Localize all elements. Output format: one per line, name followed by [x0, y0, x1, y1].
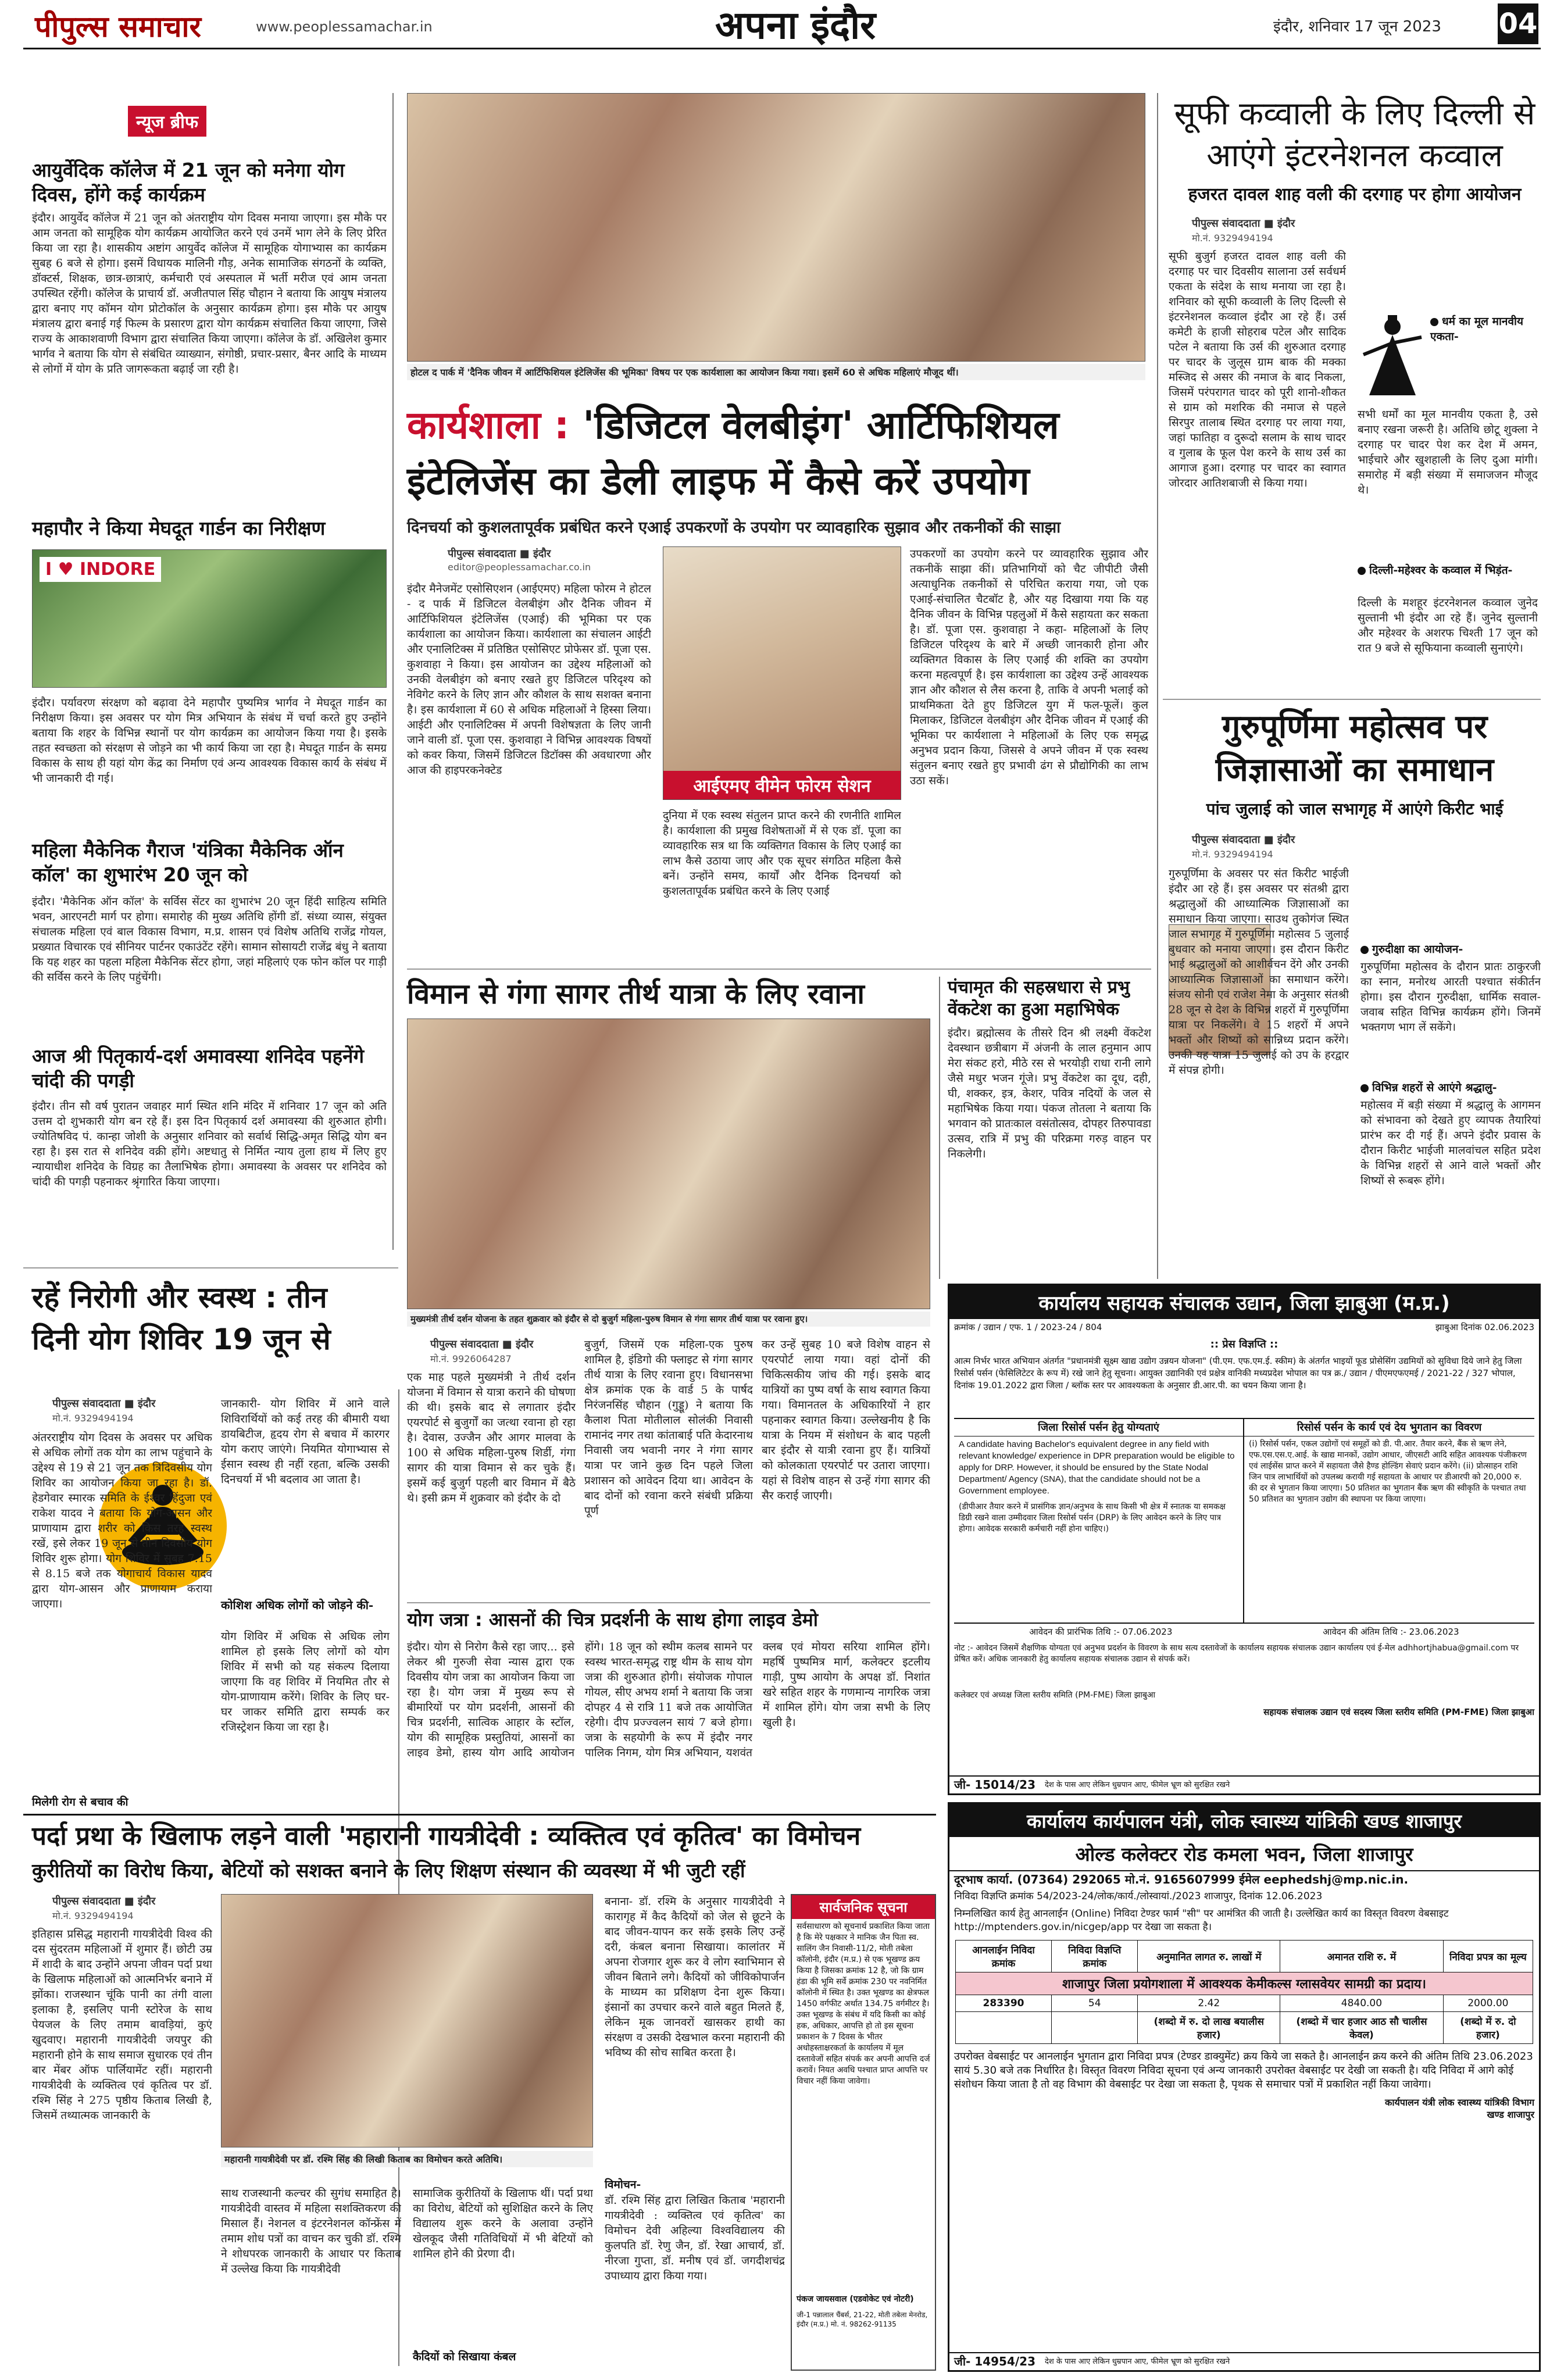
- main-byline: पीपुल्स संवाददाता ■ इंदौर: [448, 548, 551, 560]
- sufi-body-continue: [1358, 273, 1538, 314]
- main-headline-line-1: [407, 401, 1151, 450]
- gayatri-byline: पीपुल्स संवाददाता ■ इंदौर: [52, 1895, 156, 1907]
- tender-col-head: आनलाईन निविदा क्रमांक: [956, 1941, 1052, 1972]
- sufi-bullet-1: [1430, 314, 1541, 344]
- sufi-bullet-2: [1358, 563, 1538, 578]
- ad2-footer-text: उपरोक्त वेबसाईट पर आनलाईन भुगतान द्वारा निविदा प्रपत्र (टेण्डर डाक्युमेंट) क्रय किये जा सकते है। आनलाईन क्रय करने की अंतिम तिथि 23.06.2023 सायं 5.30 बजे तक निर्धारित है। विस्तृत विवरण निविदा सूचना एवं अन्य जानकारी उपरोक्त वेबसाईट पर देखी जा सकती है। यदि निविदा में आगे कोई संशोधन किया जाता है तो वह विभाग की वेबसाईट पर देखा जा सकता है, पृथक से समाचार पत्रों में प्रकाशित नहीं किया जावेगा।: [954, 2050, 1533, 2090]
- ad2-signer: कार्यपालन यंत्री लोक स्वास्थ्य यांत्रिकी विभाग खण्ड शाजापुर: [1385, 2097, 1534, 2120]
- yoga-camp-col-2-head: कोशिश अधिक लोगों को जोड़ने की-: [221, 1598, 374, 1612]
- section-title: अपना इंदौर: [715, 2, 876, 48]
- sufi-bullet-1-head: धर्म का मूल मानवीय एकता-: [1430, 315, 1523, 343]
- main-subhead: दिनचर्या को कुशलतापूर्वक प्रबंधित करने एआई उपकरणों के उपयोग पर व्यावहारिक सुझाव और तकनीकों की साझा: [407, 519, 1061, 537]
- tender-table-pink-row: [956, 1972, 1533, 1995]
- public-notice-body: सर्वसाधारण को सूचनार्थ प्रकाशित किया जाता है कि मेरे पक्षकार ने मानिक जैन पिता स्व. सालिंग जैन निवासी-11/2, मोती तबेला कॉलोनी, इंदौर (म.प्र.) से एक भूखण्ड क्रय किया है जिसका क्रमांक 12 है, जो कि ग्राम हंडा की भूमि सर्वे क्रमांक 230 पर नवनिर्मित कॉलोनी में स्थित है। उक्त भूखण्ड का क्षेत्रफल 1450 वर्गफीट अर्थात 134.75 वर्गमीटर है। उक्त भूखण्ड के संबंध में यदि किसी का कोई हक, अधिकार, आपत्ति हो तो इस सूचना प्रकाशन के 7 दिवस के भीतर अधोहस्ताक्षरकर्ता के कार्यालय में मूल दस्तावेजों सहित संपर्क कर अपनी आपत्ति दर्ज करावें। नियत अवधि पश्चात प्राप्त आपत्ति पर विचार नहीं किया जावेगा।: [797, 1922, 930, 2086]
- guru-mobile: मो.नं. 9329494194: [1192, 849, 1273, 860]
- speaker-photo-label: आईएमए वीमेन फोरम सेशन: [663, 771, 901, 799]
- issue-date: इंदौर, शनिवार 17 जून 2023: [1273, 18, 1441, 35]
- main-story-col-3: उपकरणों का उपयोग करने पर व्यावहारिक सुझाव और तकनीकें साझा कीं। प्रतिभागियों को चैट जीपीटी जैसी अत्याधुनिक तकनीकों से परिचित कराया गया, जो एक एआई-संचालित चैटबॉट है, और यह दिखाया गया कि यह दैनिक जीवन के विभिन्न पहलुओं में कैसे सहायता कर सकता है। डॉ. पूजा एस. कुशवाहा ने कहा- महिलाओं के लिए डिजिटल परिदृश्य के बारे में अच्छी जानकारी होना और व्यक्तिगत विकास के लिए एआई की शक्ति का उपयोग करना महत्वपूर्ण है। इस कार्यशाला का उद्देश्य उन्हें आवश्यक ज्ञान और कौशल से लैस करना है, ताकि वे अपनी भलाई को प्राथमिकता देते हुए डिजिटल युग में फल-फूलें। कुल मिलाकर, डिजिटल वेलबीइंग और दैनिक जीवन में एआई की भूमिका पर कार्यशाला ने महिलाओं के लिए एक समृद्ध अनुभव प्रदान किया, जिससे वे अपने जीवन में एक स्वस्थ संतुलन बनाए रखते हुए प्रभावी ढंग से प्रौद्योगिकी का लाभ उठा सकें।: [910, 548, 1148, 787]
- gayatri-col-4: बनाना- डॉ. रश्मि के अनुसार गायत्रीदेवी ने कारागृह में कैद कैदियों को जेल से छूटने के बाद जीवन-यापन कर सकें इसके लिए उन्हें दरी, कंबल बनाना सिखाया। कालांतर में अपना रोजगार शुरू कर वे लोग स्वाभिमान से जीवन बिताने लगे। कैदियों को जीविकोपार्जन के माध्यम का प्रशिक्षण देना शुरू किया। इंसानों का उपचार करने वाले बहुत मिलते हैं, लेकिन मूक जानवरों खासकर हाथी का संरक्षण व उसकी देखभाल करना महारानी की भविष्य की सोच साबित करता है।: [605, 1895, 785, 2059]
- ganga-headline: विमान से गंगा सागर तीर्थ यात्रा के लिए रवाना: [407, 978, 865, 1010]
- ad1-code-row: [949, 1775, 1539, 1793]
- ad1-col-2-head: रिसोर्स पर्सन के कार्य एवं देय भुगतान का विवरण: [1244, 1419, 1534, 1436]
- ad1-start-date: आवेदन की प्रारंभिक तिथि :- 07.06.2023: [1029, 1627, 1173, 1637]
- guru-headline-1: गुरुपूर्णिमा महोत्सव पर: [1222, 708, 1488, 746]
- tender-col-head: निविदा प्रपत्र का मूल्य: [1443, 1941, 1533, 1972]
- ad2-code-row: [949, 2352, 1539, 2370]
- garden-photo: [32, 549, 387, 688]
- ad1-col-1-head: जिला रिसोर्स पर्सन हेतु योग्यताएं: [954, 1419, 1243, 1436]
- sufi-subhead: हजरत दावल शाह वली की दरगाह पर होगा आयोजन: [1188, 184, 1522, 205]
- ad1-col-1: [954, 1419, 1244, 1623]
- tender-col-head: निविदा विज्ञप्ति क्रमांक: [1052, 1941, 1138, 1972]
- ad2-table-wrap: [955, 1940, 1533, 2044]
- gayatri-col-2: साथ राजस्थानी कल्चर की सुगंध समाहित है। गायत्रीदेवी वास्तव में महिला सशक्तिकरण की मिसाल हैं। नेशनल व इंटरनेशनल कॉन्फ्रेंस में तमाम शोध पत्रों का वाचन कर चुकी डॉ. रश्मि ने शोधपरक जानकारी के आधार पर किताब में उल्लेख किया कि गायत्रीदेवी: [221, 2187, 401, 2275]
- tender-table: [955, 1940, 1533, 2044]
- sufi-byline: पीपुल्स संवाददाता ■ इंदौर: [1192, 217, 1295, 230]
- tender-cell: (शब्दो में रु. दो हजार): [1443, 2012, 1533, 2044]
- ad1-ref-date: झाबुआ दिनांक 02.06.2023: [1435, 1322, 1534, 1332]
- ad1-note: नोट :- आवेदन जिसमें शैक्षणिक योग्यता एवं अनुभव प्रदर्शन के विवरण के साथ सत्य दस्तावेजों के कार्यालय सहायक संचालक उद्यान कार्यालय एवं ई-मेल adhhortjhabua@gmail.com पर प्रेषित करें। अधिक जानकारी हेतु कार्यालय सहायक संचालक उद्यान से संपर्क करें।: [954, 1643, 1519, 1664]
- book-launch-caption: महारानी गायत्रीदेवी पर डॉ. रश्मि सिंह की लिखी किताब का विमोचन करते अतिथि।: [221, 2151, 593, 2167]
- ad2-code: जी- 14954/23: [954, 2354, 1036, 2368]
- yoga-camp-col-2-body: योग शिविर में अधिक से अधिक लोग शामिल हो इसके लिए लोगों को योग शिविर में सभी को यह संकल्प दिलाया जाएगा कि वह शिविर में नियमित तौर से योग-प्राणायाम करेंगे। शिविर के लिए घर-घर जाकर समिति द्वारा सम्पर्क कर रजिस्ट्रेशन किया जा रहा है।: [221, 1630, 390, 1734]
- website-url[interactable]: www.peoplessamachar.in: [256, 19, 433, 35]
- main-byline-email: editor@peoplessamachar.co.in: [448, 562, 591, 573]
- tender-cell: 2.42: [1138, 1995, 1280, 2012]
- bullet-icon: [1430, 318, 1438, 326]
- indore-sign: I ♥ INDORE: [40, 557, 161, 582]
- ad1-code: जी- 15014/23: [954, 1778, 1036, 1792]
- sufi-bullet-1-body: सभी धर्मों का मूल मानवीय एकता है, उसे बनाए रखना जरूरी है। अतिथि छोटू शुक्ला ने दरगाह पर चादर पेश कर देश में अमन, भाईचारे और खुशहाली के लिए दुआ मांगी। समारोह में बड़ी संख्या में समाजजन मौजूद थे।: [1358, 408, 1538, 496]
- bullet-icon: [1358, 567, 1366, 575]
- yoga-camp-headline-1: रहें निरोगी और स्वस्थ : तीन: [32, 1281, 327, 1314]
- yoga-camp-mobile: मो.नं. 9329494194: [52, 1413, 134, 1424]
- ad2-intro: निम्नलिखित कार्य हेतु आनलाईन (Online) निविदा टेण्डर फार्म "सी" पर आमंत्रित की जाती है। उल्लेखित कार्य का विस्तृत विवरण वेबसाइट http://mptenders.gov.in/nicgep/app पर देखा जा सकता है।: [954, 1908, 1449, 1933]
- ad1-ref: क्रमांक / उद्यान / एफ. 1 / 2023-24 / 804: [954, 1322, 1102, 1332]
- sufi-body: सूफी बुजुर्ग हजरत दावल शाह वली की दरगाह पर चार दिवसीय सालाना उर्स सर्वधर्म एकता के संदेश के साथ मनाया जा रहा है। शनिवार को सूफी कव्वाली के लिए दिल्ली से इंटरनेशनल कव्वाल इंदौर आ रहे हैं। उर्स कमेटी के हाजी सोहराब पटेल और सादिक पटेल ने बताया कि उर्स की शुरुआत दरगाह पर चादर के जुलूस ग्राम बाक की मक्का मस्जिद से असर की नमाज के बाद निकला, जिसमें परंपरागत चादर को पूरी शानो-शौकत से ग्राम को मशरिक की नमाज से पहले सिरपुर तालाब स्थित दरगाह पर लाया गया, जहां फातिहा व दुरूदो सलाम के साथ चादर व गुलाब के फूल पेश करने के साथ उर्स का आगाज हुआ। दरगाह पर चादर का स्वागत जोरदार आतिशबाजी से किया गया।: [1169, 250, 1346, 489]
- tender-work-name: शाजापुर जिला प्रयोगशाला में आवश्यक केमीकल्स ग्लासवेयर सामग्री का प्रदाय।: [956, 1972, 1533, 1995]
- yoga-exhibition-headline: योग जत्रा : आसनों की चित्र प्रदर्शनी के साथ होगा लाइव डेमो: [407, 1609, 818, 1631]
- brief-1-headline: आयुर्वेदिक कॉलेज में 21 जून को मनेगा योग दिवस, होंगे कई कार्यक्रम: [32, 159, 345, 206]
- ad2-title-2: ओल्ड कलेक्टर रोड कमला भवन, जिला शाजापुर: [949, 1837, 1539, 1871]
- ad1-col-1-english: A candidate having Bachelor's equivalent degree in any field with relevant knowledge/ experience in DPR preparation would be eligible to apply for DRP. However, it should be ensured by the State Nodal Department/ Agency (SNA), that the candidate should not be a Government employee.: [959, 1439, 1235, 1496]
- guru-bullet-1-head: गुरुदीक्षा का आयोजन-: [1372, 943, 1463, 956]
- gayatri-col-3: सामाजिक कुरीतियों के खिलाफ थीं। पर्दा प्रथा का विरोध, बेटियों को सुशिक्षित करने के लिए विद्यालय शुरू करने के अलावा उन्होंने खेलकूद जैसी गतिविधियों में भी बेटियों को शामिल होने की प्रेरणा दी।: [413, 2187, 593, 2260]
- sufi-bullet-2-body: दिल्ली के मशहूर इंटरनेशनल कव्वाल जुनेद सुल्तानी भी इंदौर आ रहे हैं। जुनेद सुल्तानी और महेश्वर के अशरफ चिश्ती 17 जून को रात 9 बजे से सूफियाना कव्वाली सुनाएंगे।: [1358, 596, 1538, 655]
- public-notice-signer: पंकज जायसवाल (एडवोकेट एवं नोटरी): [797, 2295, 914, 2304]
- sufi-headline-2: आएंगे इंटरनेशनल कव्वाल: [1206, 137, 1503, 174]
- guru-bullet-2-body: महोत्सव में बड़ी संख्या में श्रद्धालु के आगमन को संभावना को देखते हुए व्यापक तैयारियां प्रारंभ कर दी गई हैं। अपने इंदौर प्रवास के दौरान किरीट भाईजी मालवांचल सहित प्रदेश के विभिन्न शहरों से आने वाले भक्तों और शिष्यों से रूबरू होंगे।: [1360, 1099, 1541, 1187]
- jhabua-horticulture-ad: [948, 1284, 1541, 1795]
- ad1-end-date: आवेदन की अंतिम तिथि :- 23.06.2023: [1323, 1627, 1459, 1637]
- venkatesh-body: इंदौर। ब्रह्मोत्सव के तीसरे दिन श्री लक्ष्मी वेंकटेश देवस्थान छत्रीबाग में अंजनी के लाल हनुमान आप मेरा संकट हरो, मीठे रस से भरयोड़ी राधा रानी लागे जैसे मधुर भजन गूंजे। प्रभु वेंकटेश का दूध, दही, घी, शक्कर, इत्र, केशर, पवित्र नदियों के जल से महाभिषेक किया गया। पंकज तोतला ने बताया कि भगवान को प्रातःकाल वसंतोत्सव, दोपहर तिरुपावडा उत्सव, रात्रि में प्रभु की परिक्रमा गरुड़ वाहन पर निकलेगी।: [948, 1027, 1151, 1160]
- gayatri-col-3-tail: कैदियों को सिखाया कंबल: [413, 2350, 516, 2363]
- ad1-col-2: [1244, 1419, 1534, 1623]
- yoga-exhibition-body: इंदौर। योग से निरोग कैसे रहा जाए... इसे लेकर श्री गुरुजी सेवा न्यास द्वारा एक दिवसीय योग जत्रा का आयोजन किया जा रहा है। योग जत्रा में मुख्य रूप से बीमारियों पर योग प्रदर्शनी, आसनों की चित्र प्रदर्शनी, सात्विक आहार के स्टॉल, योग की सामूहिक प्रस्तुतियां, आसनों का लाइव डेमो, हास्य योग आदि आयोजन होंगे। 18 जून को स्थीम कलब सामने पर स्वस्थ भारत-समृद्ध राष्ट्र थीम के साथ योग जत्रा की शुरुआत होगी। संयोजक गोपाल गोयल, सीए अभय शर्मा ने बताया कि जत्रा दोपहर 4 से रात्रि 11 बजे तक आयोजित रहेगी। दीप प्रज्ज्वलन सायं 7 बजे होगा। जत्रा के सहयोगी के रूप में इंदौर नगर पालिक निगम, योग मित्र अभियान, यशवंत क्लब एवं मोयरा सरिया शामिल होंगे। महर्षि पुष्पमित्र मार्ग, कलेक्टर इटलीय गाड़ी, पुष्प आयोग के अपक्ष डॉ. निशांत खरे सहित शहर के गणमान्य नागरिक जत्रा में शामिल होंगे। योग जत्रा सभी के लिए खुली है।: [407, 1641, 930, 1759]
- yoga-camp-col-1-tail: मिलेगी रोग से बचाव की: [32, 1796, 128, 1809]
- guru-headline-2: जिज्ञासाओं का समाधान: [1215, 751, 1494, 789]
- ganga-col-1: एक माह पहले मुख्यमंत्री ने तीर्थ दर्शन योजना में विमान से यात्रा कराने की घोषणा की थी। इसके बाद से लगातार इंदौर एयरपोर्ट से बुजुर्गों का जत्था रवाना हो रहा है। देवास, उज्जैन और आगर मालवा के 100 से अधिक महिला-पुरुष शिर्डी, गंगा सागर की यात्रा विमान से कर चुके हैं। इसमें कई बुजुर्ग पहली बार विमान में बैठे थे। इसी क्रम में शुक्रवार को इंदौर के दो: [407, 1371, 576, 1505]
- gayatri-col-4-body: डॉ. रश्मि सिंह द्वारा लिखित किताब 'महारानी गायत्रीदेवी : व्यक्तित्व एवं कृतित्व' का विमोचन देवी अहिल्या विश्वविद्यालय की कुलपति डॉ. रेणु जैन, डॉ. रेखा आचार्य, डॉ. नीरजा गुप्ता, डॉ. मनीष एवं डॉ. जगदीशचंद्र उपाध्याय द्वारा किया गया।: [605, 2194, 785, 2282]
- ad1-code-note: देश के पास आए लेकिन धुम्रपान आए, फीमेल भ्रूण को सुरक्षित रखने: [1045, 1781, 1230, 1789]
- news-brief-tag: न्यूज ब्रीफ: [128, 106, 206, 137]
- ad2-contact: दूरभाष कार्या. (07364) 292065 मो.नं. 9165607999 ईमेल eephedshj@mp.nic.in.: [954, 1872, 1409, 1886]
- ad1-ref-row: [949, 1319, 1539, 1336]
- main-headline-kicker: कार्यशाला :: [407, 403, 570, 448]
- main-headline-text-1: 'डिजिटल वेलबीइंग' आर्टिफिशियल: [583, 403, 1059, 448]
- ad1-col-2-body: (i) रिसोर्स पर्सन, एकल उद्योगों एवं समूहों को डी. पी.आर. तैयार करने, बैंक से ऋण लेने, एफ.एस.एस.ए.आई. के खाद्य मानकों, उद्योग आधार, जीएसटी आदि सहित आवश्यक पंजीकरण एवं लाईसेंस प्राप्त करने में सहायता जैसे हैण्ड होल्डिंग सेवाएं प्रदान करेंगे। (ii) प्रोत्साहन राशि जिन पात्र लाभार्थियों को उपलब्ध करायी गई सहायता के आधार पर डीआरपी को 20,000 रु. की दर से भुगतान किया जाएगा। 50 प्रतिशत का भुगतान बैंक ऋण की स्वीकृति के पश्चात तथा 50 प्रतिशत का भुगतान उद्योग की स्थापना पर किया जाएगा।: [1249, 1439, 1527, 1504]
- yoga-camp-headline-2: दिनी योग शिविर 19 जून से: [32, 1323, 331, 1356]
- main-story-col-2: दुनिया में एक स्वस्थ संतुलन प्राप्त करने की रणनीति शामिल है। कार्यशाला की प्रमुख विशेषताओं में से एक डॉ. पूजा का व्यावहारिक सत्र था कि व्यक्तिगत विकास के लिए एआई का लाभ कैसे उठाया जाए और एक सूचर संगठित महिला कैसे बनें। उन्होंने समय, कार्यों और दैनिक दिनचर्या को कुशलतापूर्वक प्रबंधित करने के लिए एआई: [663, 809, 901, 898]
- workshop-group-photo: [407, 93, 1145, 362]
- guru-byline: पीपुल्स संवाददाता ■ इंदौर: [1192, 834, 1295, 846]
- ad1-subtitle: :: प्रेस विज्ञप्ति ::: [1210, 1338, 1279, 1350]
- brief-2-body: इंदौर। पर्यावरण संरक्षण को बढ़ावा देने महापौर पुष्यमित्र भार्गव ने मेघदूत गार्डन का निरीक्षण किया। इस अवसर पर योग मित्र अभियान के संबंध में चर्चा करते हुए उन्होंने बताया कि शहर के विभिन्न स्थानों पर योग कार्यक्रम का आयोजन किया गया है। इसके तहत स्वच्छता को संरक्षण से जोड़ने का भी कार्य किया जा रहा है। मेघदूत गार्डन के समग्र विकास के साथ ही यहां योग केंद्र का निर्माण एवं अन्य आवश्यक विकास कार्य के संबंध में भी जानकारी दी गई।: [32, 696, 387, 785]
- tender-cell: [956, 2012, 1052, 2044]
- gayatri-mobile: मो.नं. 9329494194: [52, 1910, 134, 1921]
- ad2-code-note: देश के पास आए लेकिन धुम्रपान आए, फीमेल भ्रूण को सुरक्षित रखने: [1045, 2357, 1230, 2366]
- guru-bullet-1-body: गुरुपूर्णिमा महोत्सव के दौरान प्रातः ठाकुरजी का स्नान, मनोरथ आरती पश्चात संकीर्तन होगा। इस दौरान गुरुदीक्षा, धार्मिक सवाल-जवाब सहित विभिन्न कार्यक्रम होंगे। जिनमें भक्तगण भाग लें सकेंगे।: [1360, 960, 1541, 1034]
- tender-cell: [1052, 2012, 1138, 2044]
- tender-cell: (शब्दो में चार हजार आठ सौ चालीस केवल): [1280, 2012, 1444, 2044]
- sufi-headline-1: सूफी कव्वाली के लिए दिल्ली से: [1174, 95, 1535, 132]
- yoga-camp-byline: पीपुल्स संवाददाता ■ इंदौर: [52, 1398, 156, 1410]
- guru-body: गुरुपूर्णिमा के अवसर पर संत किरीट भाईजी इंदौर आ रहे हैं। इस अवसर पर संतश्री द्वारा श्रद्धालुओं की आध्यात्मिक जिज्ञासाओं का समाधान किया जाएगा। साउथ तुकोगंज स्थित जाल सभागृह में गुरुपूर्णिमा महोत्सव 5 जुलाई बुधवार को मनाया जाएगा। इस दौरान किरीट भाई श्रद्धालुओं को आशीर्वचन देंगे और उनकी आध्यात्मिक जिज्ञासाओं का समाधान करेंगे। संजय सोनी एवं राजेश नेमा के अनुसार संतश्री 28 जून से देश के विभिन्न शहरों में गुरुपूर्णिमा यात्रा पर निकलेंगे। वे 15 शहरों में अपने भक्तों और शिष्यों को सान्निध्य प्रदान करेंगे। उनकी यह यात्रा 15 जुलाई को उप के हरद्वार में संपन्न होगी।: [1169, 867, 1349, 1077]
- tender-cell: 283390: [956, 1995, 1052, 2012]
- page-number: 04: [1498, 3, 1538, 44]
- guru-bullet-1: [1360, 942, 1541, 957]
- ganga-col-2: बुजुर्ग, जिसमें एक महिला-एक पुरुष शामिल है, इंडिगो की फ्लाइट से गंगा सागर तीर्थ यात्रा के लिए रवाना हुए। विधानसभा क्षेत्र क्रमांक एक के वार्ड 5 के पार्षद निरंजनसिंह चौहान (गुड्डू) ने बताया कि कैलाश पिता मोतीलाल सोलंकी निवासी रामानंद नगर तथा कांताबाई पति केदारनाथ निवासी जय भवानी नगर ने गंगा सागर यात्रा पर जाने कुछ दिन पहले जिला प्रशासन को आवेदन दिया था। आवेदन के बाद दोनों को रवाना करने संबंधी प्रक्रिया पूर्ण: [584, 1338, 753, 1517]
- ad1-signer: सहायक संचालक उद्यान एवं सदस्य जिला स्तरीय समिति (PM-FME) जिला झाबुआ: [1263, 1707, 1534, 1717]
- tender-col-head: अनुमानित लागत रु. लाखों में: [1138, 1941, 1280, 1972]
- ad1-intro: आत्म निर्भर भारत अभियान अंतर्गत "प्रधानमंत्री सूक्ष्म खाद्य उद्योग उन्नयन योजना" (पी.एम. एफ.एम.ई. स्कीम) के अंतर्गत भाइयों फूड प्रोसेसिंग उद्यमियों को सुविधा दिये जाने हेतु जिला रिसोर्स पर्सन (फेसिलिटेटर के रूप में) रखे जाने हेतु सूचना। आयुक्त उद्यानिकी एवं प्रक्षेत्र वानिकी मध्यप्रदेश भोपाल का पत्र क्र./ उद्यान / पीएमएफएमई / 2021-22 / 327 भोपाल, दिनांक 19.01.2022 द्वारा जिला / ब्लॉक स्तर पर आवश्यकता के अनुसार डी.आर.पी. का चयन किया जाना है।: [954, 1356, 1522, 1391]
- main-headline-line-2: इंटेलिजेंस का डेली लाइफ में कैसे करें उपयोग: [407, 459, 1030, 503]
- gayatri-subhead: कुरीतियों का विरोध किया, बेटियों को सशक्त बनाने के लिए शिक्षण संस्थान की व्यवस्था में भी जुटी रहीं: [32, 1859, 745, 1882]
- brief-3-headline: महिला मैकेनिक गैराज 'यंत्रिका मैकेनिक ऑन कॉल' का शुभारंभ 20 जून को: [32, 839, 344, 886]
- tender-col-head: अमानत राशि रु. में: [1280, 1941, 1444, 1972]
- brief-2-headline: महापौर ने किया मेघदूत गार्डन का निरीक्षण: [32, 517, 326, 539]
- ad1-dates: [954, 1623, 1534, 1641]
- guru-bullet-2-head: विभिन्न शहरों से आएंगे श्रद्धालु-: [1372, 1081, 1497, 1094]
- brief-4-headline: आज श्री पितृकार्य-दर्श अमावस्या शनिदेव पहनेंगे चांदी की पगड़ी: [32, 1045, 365, 1092]
- guru-subhead: पांच जुलाई को जाल सभागृह में आएंगे किरीट भाई: [1206, 799, 1504, 819]
- ad2-ref: निविदा विज्ञप्ति क्रमांक 54/2023-24/लोक/कार्य./लोस्वायां./2023 शाजापुर, दिनांक 12.06.2023: [954, 1891, 1323, 1902]
- brief-3-body: इंदौर। 'मैकेनिक ऑन कॉल' के सर्विस सेंटर का शुभारंभ 20 जून हिंदी साहित्य समिति भवन, आरएनटी मार्ग पर होगा। समारोह की मुख्य अतिथि होंगी डॉ. संध्या व्यास, संयुक्त संचालक महिला एवं बाल विकास विभाग, म.प्र. शासन एवं विशेष अतिथि राजेंद्र गोयल, प्रख्यात विचारक एवं सीनियर पार्टनर एकाउंटेंट रहेंगे। सामान सोसायटी राजेंद्र बंधु ने बताया कि यह शहर का पहला महिला मैकेनिक सेंटर होगा, जहां महिलाएं एक फोन कॉल पर गाड़ी की सर्विस करने के लिए पहुंचेंगी।: [32, 895, 387, 984]
- yoga-camp-col-2: जानकारी- योग शिविर में आने वाले शिविरार्थियों को कई तरह की बीमारी यथा डायबिटीज, हृदय रोग से बचाव में कारगर योग कराए जाएंगे। नियमित योगाभ्यास से ईसान स्वस्थ ही नहीं रहता, बल्कि उसकी दिनचर्या में भी बदलाव आ जाता है।: [221, 1398, 390, 1486]
- ad1-columns: [954, 1418, 1534, 1623]
- public-notice-box: [791, 1894, 936, 2371]
- brief-1-body: इंदौर। आयुर्वेद कॉलेज में 21 जून को अंतराष्ट्रीय योग दिवस मनाया जाएगा। इस मौके पर आम जनता को सामूहिक योग कार्यक्रम आयोजित करने एवं उनमें भाग लेने के लिए प्रेरित किया जा रहा है। शासकीय अष्टांग आयुर्वेद कॉलेज में सामूहिक योगाभ्यास का कार्यक्रम सुबह 6 बजे से होगा। इसमें विधायक मालिनी गौड़, अनेक सामाजिक संगठनों के व्यक्ति, डॉक्टर्स, शिक्षक, छात्र-छात्राएं, कर्मचारी एवं अस्पताल में भर्ती मरीज एवं आम जनता उपस्थित रहेंगी। कॉलेज के प्राचार्य डॉ. अजीतपाल सिंह चौहान ने बताया कि आयुष मंत्रालय द्वारा बनाए गए कॉमन योग प्रोटोकॉल के अनुसार कार्यक्रम होगा। इस मौके पर आयुष मंत्रालय द्वारा बनाई गई फिल्म के प्रसारण द्वारा योग कार्यक्रम संचालित किया जाएगा, जिसे राज्य के आकाशवाणी विभाग द्वारा संचालित किया जाएगा। कॉलेज के डॉ. अखिलेश कुमार भार्गव ने बताया कि योग से संबंधित व्याख्यान, संगोष्ठी, प्रचार-प्रसार, बैनर आदि के माध्यम से लोगों में योग के प्रति जागरूकता बढ़ाई जा रही है।: [32, 212, 387, 376]
- sufi-dervish-icon: [1358, 314, 1427, 401]
- public-notice-address: जी-1 पन्नालाल चैंबर्स, 21-22, मोती तबेला मेनरोड, इंदौर (म.प्र.) मो. नं. 98262-91135: [797, 2311, 928, 2328]
- tender-cell: 4840.00: [1280, 1995, 1444, 2012]
- sufi-mobile: मो.नं. 9329494194: [1192, 233, 1273, 244]
- tender-cell: (शब्दो में रु. दो लाख बयालीस हजार): [1138, 2012, 1280, 2044]
- gayatri-headline: पर्दा प्रथा के खिलाफ लड़ने वाली 'महारानी गायत्रीदेवी : व्यक्तित्व एवं कृतित्व' का विमोचन: [32, 1821, 861, 1851]
- ad1-footer: कलेक्टर एवं अध्यक्ष जिला स्तरीय समिति (PM-FME) जिला झाबुआ: [954, 1691, 1156, 1700]
- ganga-mobile: मो.नं. 9926064287: [430, 1353, 512, 1364]
- gayatri-col-4-head: विमोचन-: [605, 2178, 641, 2191]
- tender-table-header: [956, 1941, 1533, 1972]
- tender-cell: 2000.00: [1443, 1995, 1533, 2012]
- tender-cell: 54: [1052, 1995, 1138, 2012]
- ad1-col-1-hindi: (डीपीआर तैयार करने में प्रासंगिक ज्ञान/अनुभव के साथ किसी भी क्षेत्र में स्नातक या समकक्ष डिग्री रखने वाला उम्मीदवार जिला रिसोर्स पर्सन (DRP) के लिए आवेदन करने के लिए पात्र होगा। आवेदक सरकारी कर्मचारी नहीं होना चाहिए।): [959, 1502, 1226, 1534]
- table-row: [956, 2012, 1533, 2044]
- workshop-photo-caption: होटल द पार्क में 'दैनिक जीवन में आर्टिफिशियल इंटेलिजेंस की भूमिका' विषय पर एक कार्यशाला का आयोजन किया गया। इसमें 60 से अधिक महिलाएं मौजूद थीं।: [407, 364, 1145, 380]
- pilgrims-photo: [407, 1019, 930, 1309]
- yoga-camp-col-1: अंतरराष्ट्रीय योग दिवस के अवसर पर अधिक से अधिक लोगों तक योग का लाभ पहुंचाने के उद्देश्य से 19 से 21 जून तक त्रिदिवसीय योग शिविर का आयोजन किया जा रहा है। डॉ. हेडगेवार स्मारक समिति के ईश्वर हिंदुजा एवं राकेश यादव ने बताया कि योग-आसन और प्राणायाम द्वारा शरीर को किस तरह स्वस्थ रखें, इसे लेकर 19 जून से तीन दिवसीय योग शिविर शुरू होगा। योग शिविर में सुबह 7.15 से 8.15 बजे तक योगाचार्य विकास यादव द्वारा योग-आसन और प्राणायाम कराया जाएगा।: [32, 1431, 212, 1610]
- newspaper-logo: पीपुल्स समाचार: [35, 10, 201, 44]
- ad2-title-1: कार्यालय कार्यपालन यंत्री, लोक स्वास्थ्य यांत्रिकी खण्ड शाजापुर: [949, 1804, 1539, 1837]
- ad1-title: कार्यालय सहायक संचालक उद्यान, जिला झाबुआ (म.प्र.): [949, 1285, 1539, 1319]
- ganga-byline: पीपुल्स संवाददाता ■ इंदौर: [430, 1338, 534, 1350]
- bullet-icon: [1360, 946, 1369, 954]
- brief-4-body: इंदौर। तीन सौ वर्ष पुरातन जवाहर मार्ग स्थित शनि मंदिर में शनिवार 17 जून को अति उत्तम दो शुभकारी योग बन रहे हैं। इस दिन पितृकार्य दर्श अमावस्या की शुरुआत होगी। ज्योतिषविद पं. कान्हा जोशी के अनुसार शनिवार को सर्वार्थ सिद्धि-अमृत सिद्धि योग बन रहा है। इस रात से शनिदेव वक्री होंगे। अष्टधातु से निर्मित न्याय तुला हाथ में लिए हुए न्यायाधीश शनिदेव के विग्रह का तैलाभिषेक होगा। अमावस्या के अवसर पर शनिदेव को चांदी की पगड़ी पहनाकर श्रृंगारित किया जाएगा।: [32, 1100, 387, 1188]
- guru-bullet-2: [1360, 1080, 1541, 1095]
- public-notice-title: सार्वजनिक सूचना: [792, 1895, 935, 1919]
- sufi-bullet-2-head: दिल्ली-महेश्वर के कव्वाल में भिड़ंत-: [1369, 564, 1513, 577]
- venkatesh-headline: पंचामृत की सहस्रधारा से प्रभु वेंकटेश का हुआ महाभिषेक: [948, 977, 1130, 1020]
- gayatri-col-1: इतिहास प्रसिद्ध महारानी गायत्रीदेवी विश्व की दस सुंदरतम महिलाओं में शुमार हैं। छोटी उम्र में शादी के बाद उन्होंने अपना जीवन पर्दा प्रथा के खिलाफ महिलाओं को आत्मनिर्भर बनाने में झोंका। राजस्थान चूंकि पानी का तंगी वाला इलाका है, इसलिए पानी स्टोरेज के साथ पेयजल के लिए तमाम बावड़ियां, कुएं खुदवाए। महारानी गायत्रीदेवी जयपुर की महारानी होने के साथ समाज सुधारक एवं तीन बार मेंबर ऑफ पार्लियामेंट रहीं। महारानी गायत्रीदेवी के व्यक्तित्व एवं कृतित्व पर डॉ. रश्मि सिंह ने 275 पृष्ठीय किताब लिखी है, जिसमें तथ्यात्मक जानकारी के: [32, 1928, 212, 2122]
- speaker-photo: [663, 546, 901, 800]
- book-launch-photo: [221, 1894, 593, 2147]
- bullet-icon: [1360, 1084, 1369, 1092]
- table-row: [956, 1995, 1533, 2012]
- main-story-col-1: इंदौर मैनेजमेंट एसोसिएशन (आईएमए) महिला फोरम ने होटल - द पार्क में डिजिटल वेलबीइंग और दैनिक जीवन में आर्टिफिशियल इंटेलिजेंस (एआई) की भूमिका पर एक कार्यशाला का आयोजन किया। कार्यशाला का संचालन आईटी और एनालिटिक्स में प्रतिष्ठित एसोसिएट प्रोफेसर डॉ. पूजा एस. कुशवाहा ने किया। इस आयोजन का उद्देश्य महिलाओं को उनकी वेलबीइंग को बनाए रखते हुए डिजिटल परिदृश्य को नेविगेट करने के लिए ज्ञान और कौशल के साथ सशक्त बनाना है। इस कार्यशाला में 60 से अधिक महिलाओं ने हिस्सा लिया। आईटी और एनालिटिक्स में अपनी विशेषज्ञता के लिए जानी जाने वाली डॉ. पूजा एस. कुशवाहा ने विभिन्न आवश्यक विषयों को कवर किया, जिसमें डिजिटल डिटॉक्स की अवधारणा और आज की हाइपरकनेक्टेड: [407, 583, 651, 777]
- ganga-col-3: कर उन्हें सुबह 10 बजे विशेष वाहन से एयरपोर्ट लाया गया। वहां दोनों की चिकित्सकीय जांच की गई। इसके बाद यात्रियों का पुष्प वर्षा के साथ स्वागत किया गया। विमानतल के अधिकारियों ने हार पहनाकर स्वागत किया। उल्लेखनीय है कि यात्रा के नियम में संशोधन के बाद पहली बार इंदौर से यात्री रवाना हुए हैं। यात्रियों को कोलकाता एयरपोर्ट पर उतारा जाएगा। यहां से विशेष वाहन से उन्हें गंगा सागर की सैर कराई जाएगी।: [762, 1338, 930, 1502]
- pilgrims-caption: मुख्यमंत्री तीर्थ दर्शन योजना के तहत शुक्रवार को इंदौर से दो बुजुर्ग महिला-पुरुष विमान से गंगा सागर तीर्थ यात्रा पर रवाना हुए।: [407, 1311, 930, 1327]
- shajapur-phe-ad: [948, 1802, 1541, 2372]
